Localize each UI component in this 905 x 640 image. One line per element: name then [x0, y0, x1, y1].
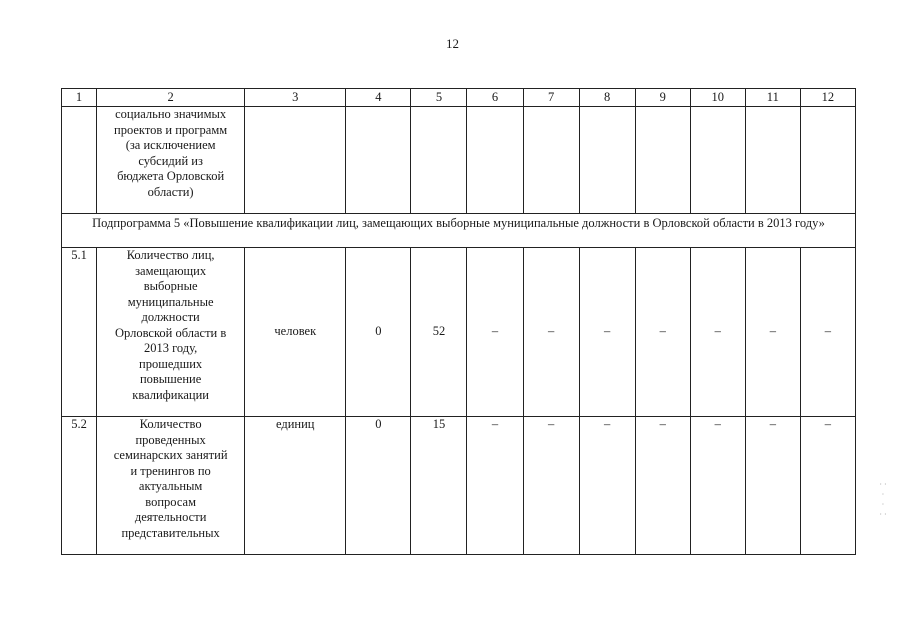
row-number: 5.1 — [62, 248, 97, 417]
empty-cell — [745, 107, 800, 214]
value-cell: – — [745, 417, 800, 555]
value-cell: – — [800, 417, 855, 555]
subprogram-title: Подпрограмма 5 «Повышение квалификации лиц, замещающих выборные муниципальные должности в Орловской области в 2013 году» — [92, 216, 825, 230]
row-number: 5.2 — [62, 417, 97, 555]
value-cell: – — [467, 248, 523, 417]
column-number: 12 — [800, 89, 855, 107]
continuation-text: социально значимых проектов и программ (за исключением субсидий из бюджета Орловской области) — [97, 107, 245, 214]
empty-cell — [523, 107, 579, 214]
empty-cell — [579, 107, 635, 214]
value-cell: – — [635, 248, 690, 417]
value-cell: – — [745, 248, 800, 417]
column-number: 3 — [245, 89, 346, 107]
table-row — [62, 248, 856, 417]
value-cell: – — [579, 248, 635, 417]
value-cell: – — [635, 417, 690, 555]
column-number: 4 — [346, 89, 411, 107]
column-number: 7 — [523, 89, 579, 107]
value-cell: – — [467, 417, 523, 555]
value-cell: – — [523, 417, 579, 555]
page-number: 12 — [446, 36, 459, 51]
unit-cell: единиц — [245, 417, 346, 555]
value-cell: – — [690, 248, 745, 417]
continuation-row — [62, 107, 856, 214]
column-number: 6 — [467, 89, 523, 107]
empty-cell — [690, 107, 745, 214]
column-number: 9 — [635, 89, 690, 107]
column-number: 11 — [745, 89, 800, 107]
value-cell: 0 — [346, 417, 411, 555]
data-table — [61, 88, 856, 555]
table-row — [62, 417, 856, 555]
column-number-row — [62, 89, 856, 107]
value-cell: – — [579, 417, 635, 555]
indicator-name: Количество проведенных семинарских занятий и тренингов по актуальным вопросам деятельности представительных — [97, 417, 245, 555]
value-cell: – — [800, 248, 855, 417]
empty-cell — [467, 107, 523, 214]
unit-cell: человек — [245, 248, 346, 417]
empty-cell — [245, 107, 346, 214]
empty-cell — [346, 107, 411, 214]
indicator-name: Количество лиц, замещающих выборные муниципальные должности Орловской области в 2013 году, прошедших повышение квалификации — [97, 248, 245, 417]
value-cell: 52 — [411, 248, 467, 417]
column-number: 8 — [579, 89, 635, 107]
scan-margin-marks: · · · · · · — [879, 480, 887, 519]
column-number: 1 — [62, 89, 97, 107]
value-cell: 0 — [346, 248, 411, 417]
column-number: 10 — [690, 89, 745, 107]
empty-cell — [411, 107, 467, 214]
value-cell: – — [690, 417, 745, 555]
subprogram-cell — [62, 214, 856, 248]
column-number: 2 — [97, 89, 245, 107]
value-cell: – — [523, 248, 579, 417]
value-cell: 15 — [411, 417, 467, 555]
subprogram-row — [62, 214, 856, 248]
empty-cell — [800, 107, 855, 214]
column-number: 5 — [411, 89, 467, 107]
empty-cell — [62, 107, 97, 214]
empty-cell — [635, 107, 690, 214]
